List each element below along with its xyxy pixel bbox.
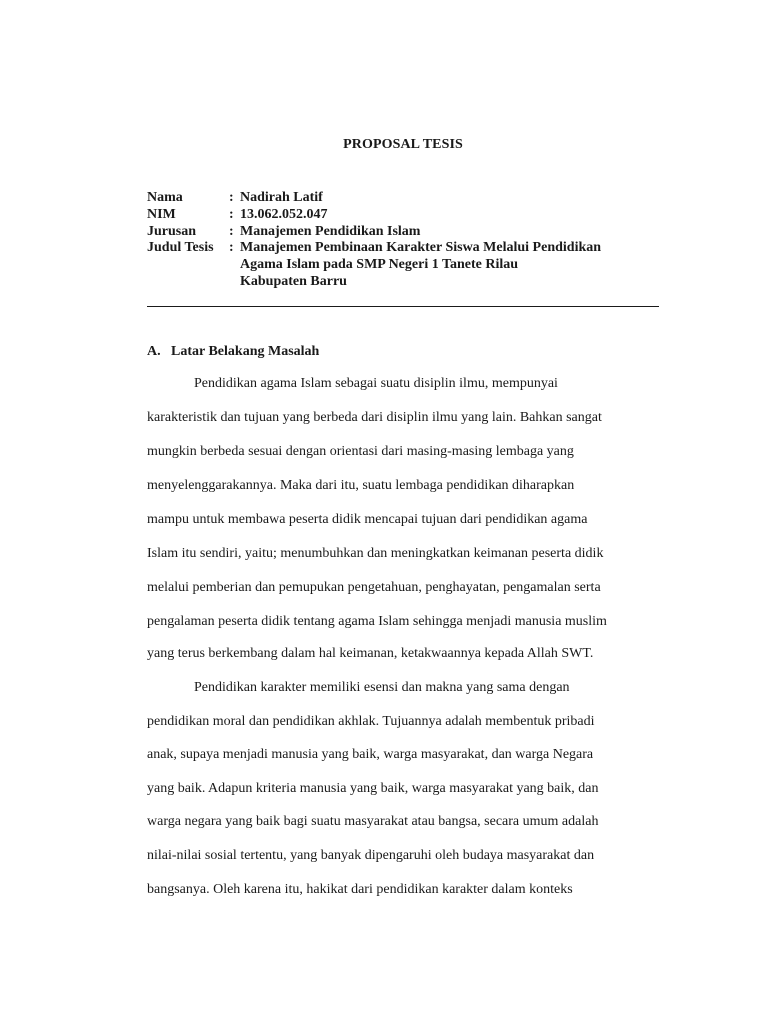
body-line: menyelenggarakannya. Maka dari itu, suatu lembaga pendidikan diharapkan — [147, 478, 575, 493]
info-value-line: Manajemen Pembinaan Karakter Siswa Melalui Pendidikan — [240, 240, 602, 255]
info-value — [240, 189, 660, 206]
info-value-line: Kabupaten Barru — [240, 274, 347, 289]
body-line: nilai-nilai sosial tertentu, yang banyak dipengaruhi oleh budaya masyarakat dan — [147, 848, 595, 863]
section-heading — [147, 344, 319, 360]
body-line: Pendidikan agama Islam sebagai suatu disiplin ilmu, mempunyai — [194, 376, 558, 391]
info-label: Judul Tesis — [147, 240, 214, 255]
info-value-line: Nadirah Latif — [240, 190, 323, 205]
info-value — [240, 206, 660, 223]
body-line: mungkin berbeda sesuai dengan orientasi dari masing-masing lembaga yang — [147, 444, 574, 459]
body-line: bangsanya. Oleh karena itu, hakikat dari pendidikan karakter dalam konteks — [147, 882, 573, 897]
body-line: yang baik. Adapun kriteria manusia yang baik, warga masyarakat yang baik, dan — [147, 781, 599, 796]
horizontal-divider — [147, 306, 659, 307]
section-title: Latar Belakang Masalah — [171, 344, 320, 359]
document-title: PROPOSAL TESIS — [343, 137, 463, 152]
info-colon: : — [229, 240, 234, 255]
body-line: Pendidikan karakter memiliki esensi dan makna yang sama dengan — [194, 680, 570, 695]
info-colon: : — [229, 190, 234, 205]
info-value-line: Agama Islam pada SMP Negeri 1 Tanete Rilau — [240, 257, 519, 272]
info-value-line: 13.062.052.047 — [240, 207, 328, 222]
info-label: Jurusan — [147, 224, 197, 239]
body-line: anak, supaya menjadi manusia yang baik, warga masyarakat, dan warga Negara — [147, 747, 594, 762]
info-value-line: Manajemen Pendidikan Islam — [240, 224, 421, 239]
body-line: mampu untuk membawa peserta didik mencapai tujuan dari pendidikan agama — [147, 512, 588, 527]
info-value — [240, 223, 660, 240]
body-line: melalui pemberian dan pemupukan pengetahuan, penghayatan, pengamalan serta — [147, 580, 601, 595]
body-line: pengalaman peserta didik tentang agama Islam sehingga menjadi manusia muslim — [147, 614, 607, 629]
info-colon: : — [229, 207, 234, 222]
info-value — [240, 239, 660, 290]
info-label: Nama — [147, 190, 183, 205]
body-line: karakteristik dan tujuan yang berbeda dari disiplin ilmu yang lain. Bahkan sangat — [147, 410, 602, 425]
info-colon: : — [229, 224, 234, 239]
body-line: Islam itu sendiri, yaitu; menumbuhkan dan meningkatkan keimanan peserta didik — [147, 546, 604, 561]
body-line: yang terus berkembang dalam hal keimanan, ketakwaannya kepada Allah SWT. — [147, 646, 594, 661]
section-number: A. — [147, 344, 161, 359]
body-line: pendidikan moral dan pendidikan akhlak. Tujuannya adalah membentuk pribadi — [147, 714, 595, 729]
body-line: warga negara yang baik bagi suatu masyarakat atau bangsa, secara umum adalah — [147, 814, 599, 829]
info-label: NIM — [147, 207, 176, 222]
